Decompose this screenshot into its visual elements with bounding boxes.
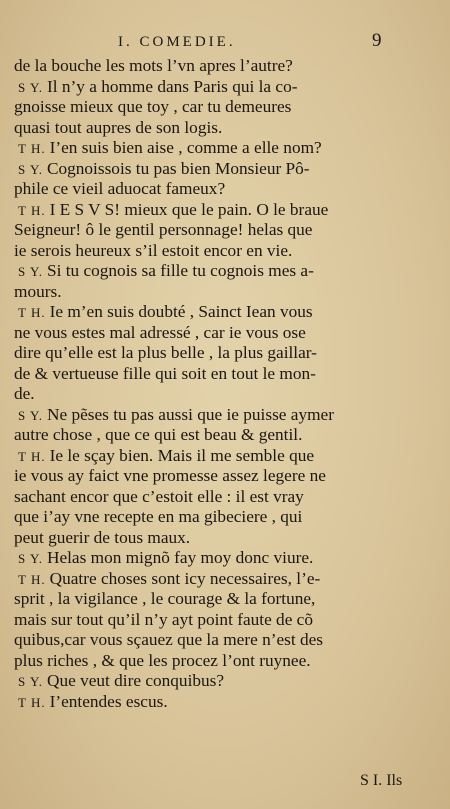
text-line	[14, 200, 400, 221]
text-line	[14, 425, 400, 446]
text-line	[14, 159, 400, 180]
page-number: 9	[372, 30, 382, 51]
line-text: de la bouche les mots l’vn apres l’autre?	[14, 56, 293, 75]
line-text: ie serois heureux s’il estoit encor en vie.	[14, 240, 293, 260]
text-line	[14, 630, 400, 651]
text-line	[14, 692, 400, 713]
line-text: Ne pẽses tu pas aussi que ie puisse aymer	[46, 404, 334, 424]
text-line	[14, 384, 400, 405]
speaker-label: S Y.	[18, 407, 43, 423]
text-line	[14, 610, 400, 631]
speaker-label: S Y.	[18, 551, 43, 566]
text-line	[14, 179, 400, 200]
line-text: gnoisse mieux que toy , car tu demeures	[14, 97, 292, 116]
text-line	[14, 569, 400, 590]
line-text: I’en suis bien aise , comme a elle nom?	[49, 138, 322, 157]
speaker-label: S Y.	[18, 264, 43, 279]
line-text: Helas mon mignõ fay moy donc viure.	[46, 548, 314, 567]
text-line	[14, 138, 400, 159]
text-line	[14, 97, 400, 118]
text-line	[14, 323, 400, 344]
speaker-label: T H.	[18, 305, 46, 320]
line-text: de & vertueuse fille qui soit en tout le mon-	[14, 363, 316, 383]
text-line	[14, 77, 400, 98]
speaker-label: T H.	[18, 571, 46, 587]
text-line	[14, 302, 400, 323]
line-text: que i’ay vne recepte en ma gibeciere , qui	[14, 507, 303, 526]
line-text: I’entendes escus.	[49, 691, 168, 711]
line-text: quasi tout aupres de son logis.	[14, 117, 223, 137]
text-line	[14, 343, 400, 364]
text-line	[14, 548, 400, 569]
text-line	[14, 589, 400, 610]
text-line	[14, 507, 400, 528]
text-line	[14, 241, 400, 262]
line-text: ne vous estes mal adressé , car ie vous ose	[14, 322, 306, 342]
line-text: quibus,car vous sçauez que la mere n’est des	[14, 630, 324, 649]
speaker-label: T H.	[18, 141, 46, 156]
text-line	[14, 466, 400, 487]
line-text: ie vous ay faict vne promesse assez legere ne	[14, 466, 326, 485]
running-head: I. COMEDIE.	[118, 34, 236, 50]
text-line	[14, 282, 400, 303]
line-text: Ie le sçay bien. Mais il me semble que	[49, 445, 315, 465]
text-line	[14, 651, 400, 672]
line-text: Ie m’en suis doubté , Sainct Iean vous	[49, 302, 313, 321]
speaker-label: T H.	[18, 448, 46, 464]
line-text: de.	[14, 384, 35, 403]
line-text: Si tu cognois sa fille tu cognois mes a-	[46, 261, 314, 280]
line-text: plus riches , & que les procez l’ont ruynee.	[14, 650, 311, 670]
speaker-label: T H.	[18, 202, 46, 218]
line-text: sachant encor que c’estoit elle : il est vray	[14, 486, 304, 506]
text-line	[14, 261, 400, 282]
text-line	[14, 364, 400, 385]
line-text: mours.	[14, 281, 62, 301]
line-text: autre chose , que ce qui est beau & gentil.	[14, 425, 303, 444]
line-text: sprit , la vigilance , le courage & la fortune,	[14, 589, 316, 608]
line-text: I E S V S! mieux que le pain. O le braue	[49, 199, 329, 219]
text-line	[14, 220, 400, 241]
text-line	[14, 405, 400, 426]
text-line	[14, 118, 400, 139]
line-text: Cognoissois tu pas bien Monsieur Pô-	[46, 158, 310, 178]
line-text: Seigneur! ô le gentil personnage! helas que	[14, 220, 313, 239]
text-line	[14, 671, 400, 692]
text-line	[14, 528, 400, 549]
speaker-label: S Y.	[18, 161, 43, 177]
text-line	[14, 446, 400, 467]
speaker-label: S Y.	[18, 674, 43, 689]
line-text: mais sur tout qu’il n’y ayt point faute de cõ	[14, 609, 313, 629]
line-text: Que veut dire conquibus?	[46, 671, 225, 690]
text-body	[14, 56, 400, 712]
catchword: S I. Ils	[360, 772, 403, 789]
line-text: Il n’y a homme dans Paris qui la co-	[46, 76, 298, 96]
line-text: Quatre choses sont icy necessaires, l’e-	[49, 568, 321, 588]
page-header	[0, 30, 450, 56]
line-text: peut guerir de tous maux.	[14, 527, 191, 547]
line-text: phile ce vieil aduocat fameux?	[14, 179, 226, 198]
speaker-label: T H.	[18, 694, 46, 710]
text-line	[14, 487, 400, 508]
text-line	[14, 56, 400, 77]
speaker-label: S Y.	[18, 79, 43, 95]
line-text: dire qu’elle est la plus belle , la plus gaillar-	[14, 343, 317, 362]
